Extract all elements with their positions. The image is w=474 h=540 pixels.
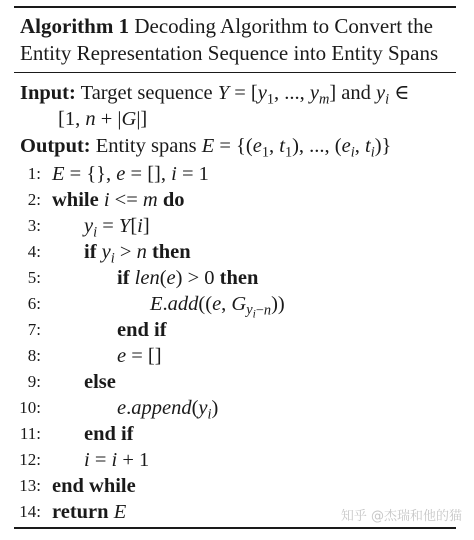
input-text-2: [1, n + |G|] bbox=[58, 108, 148, 130]
line-code: end if bbox=[84, 423, 134, 445]
output-text: Entity spans $E = \{(e_1$, $t_1$), ..., ($e_i$, $t_i$)} bbox=[95, 135, 392, 161]
line-number: 3: bbox=[27, 216, 41, 235]
algorithm-line bbox=[0, 473, 474, 499]
line-number: 12: bbox=[19, 450, 41, 469]
line-number: 4: bbox=[27, 242, 41, 261]
watermark: 知乎 @杰瑞和他的猫 bbox=[340, 509, 462, 524]
line-number: 9: bbox=[27, 372, 41, 391]
line-code: if len(e) > 0 then bbox=[117, 267, 259, 289]
algorithm-line bbox=[0, 265, 474, 291]
algorithm-line bbox=[0, 343, 474, 369]
output-line bbox=[20, 133, 460, 159]
line-number: 13: bbox=[19, 476, 41, 495]
input-text: Target sequence $Y = [y_1$, ..., $y_m$] and $y_i$ ∈ bbox=[80, 82, 410, 108]
line-code: while i <= m do bbox=[52, 189, 185, 211]
output-label: Output: bbox=[20, 135, 91, 157]
caption-label: Algorithm 1 bbox=[20, 14, 130, 38]
input-line-2 bbox=[58, 106, 474, 132]
line-number: 11: bbox=[19, 424, 41, 443]
algorithm-caption bbox=[20, 13, 460, 67]
line-code: end while bbox=[52, 475, 136, 497]
line-number: 1: bbox=[27, 164, 41, 183]
algorithm-line bbox=[0, 187, 474, 213]
top-rule bbox=[14, 6, 456, 8]
line-code: else bbox=[84, 371, 116, 393]
algorithm-line bbox=[0, 421, 474, 447]
line-number: 7: bbox=[27, 320, 41, 339]
line-code: E.add((e, $G_{y_i-n}$)) bbox=[150, 293, 285, 321]
line-code: $e.append(y_i)$ bbox=[117, 397, 219, 423]
input-line bbox=[20, 80, 460, 106]
algorithm-line bbox=[0, 447, 474, 473]
algorithm-line bbox=[0, 369, 474, 395]
line-code: end if bbox=[117, 319, 167, 341]
line-code: $y_i = Y[i]$ bbox=[84, 215, 150, 241]
algorithm-line bbox=[0, 213, 474, 239]
bottom-rule bbox=[14, 527, 456, 529]
algorithm-line bbox=[0, 317, 474, 343]
line-number: 10: bbox=[19, 398, 41, 417]
line-code: E = {}, e = [], i = 1 bbox=[52, 163, 209, 185]
line-code: i = i + 1 bbox=[84, 449, 150, 471]
line-code: e = [] bbox=[117, 345, 162, 367]
caption-rule bbox=[14, 72, 456, 73]
caption-text: Decoding Algorithm to Convert the Entity Representation Sequence into Entity Spans bbox=[20, 14, 439, 65]
line-number: 2: bbox=[27, 190, 41, 209]
line-number: 8: bbox=[27, 346, 41, 365]
algorithm-line bbox=[0, 239, 474, 265]
line-number: 14: bbox=[19, 502, 41, 521]
algorithm-line bbox=[0, 395, 474, 421]
line-code: if $y_i > n$ then bbox=[84, 241, 191, 267]
input-label: Input: bbox=[20, 82, 76, 104]
algorithm-line bbox=[0, 161, 474, 187]
line-number: 6: bbox=[27, 294, 41, 313]
algorithm-line bbox=[0, 291, 474, 321]
line-code: return E bbox=[52, 501, 127, 523]
line-number: 5: bbox=[27, 268, 41, 287]
